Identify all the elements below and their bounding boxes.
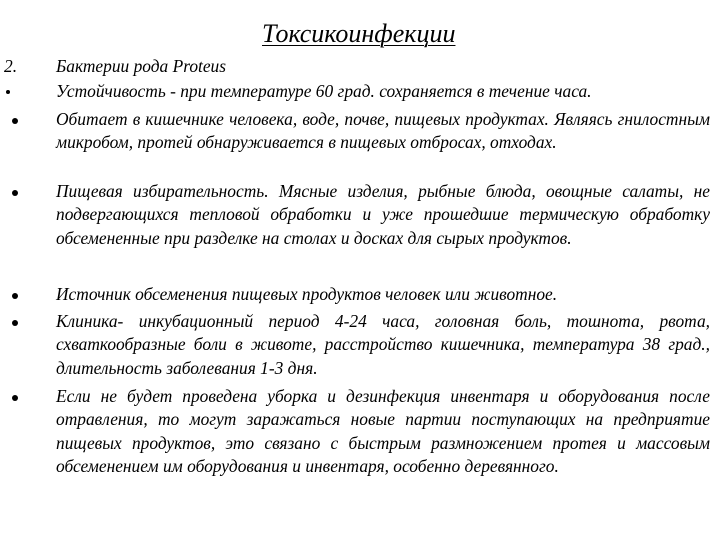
slide-title: Токсикоинфекции xyxy=(262,19,456,48)
list-item-clinic: Клиника- инкубационный период 4-24 часа, головная боль, тошнота, рвота, схваткообразные боли в животе, расстройство кишечника, температура 38 град., длительность заболевания 1-3 дня. xyxy=(56,311,710,378)
list-item-habitat: Обитает в кишечнике человека, воде, почве, пищевых продуктах. Являясь гнилостным микробом, протей обнаруживается в пищевых отбросах, отходах. xyxy=(56,109,710,153)
bullet-icon xyxy=(12,320,18,326)
list-item-disinfection: Если не будет проведена уборка и дезинфекция инвентаря и оборудования после отравления, то могут заражаться новые партии поступающих на предприятие пищевых продуктов, это связано с быстрым размножением протея и массовым обсеменением им оборудования и инвентаря, особенно деревянного. xyxy=(56,386,710,477)
list-item-source: Источник обсеменения пищевых продуктов человек или животное. xyxy=(56,284,558,304)
list-item-food-selectivity: Пищевая избирательность. Мясные изделия, рыбные блюда, овощные салаты, не подвергающихся тепловой обработки и уже прошедшие термическую обработку обсемененные при разделке на столах и досках для сырых продуктов. xyxy=(56,181,710,248)
bullet-icon xyxy=(12,293,18,299)
list-item-heading: Бактерии рода Proteus xyxy=(56,56,227,76)
bullet-icon xyxy=(12,395,18,401)
list-marker-number: 2. xyxy=(4,56,18,76)
bullet-icon xyxy=(6,90,10,94)
bullet-icon xyxy=(12,118,18,124)
bullet-icon xyxy=(12,190,18,196)
list-item-stability: Устойчивость - при температуре 60 град. сохраняется в течение часа. xyxy=(56,81,592,101)
